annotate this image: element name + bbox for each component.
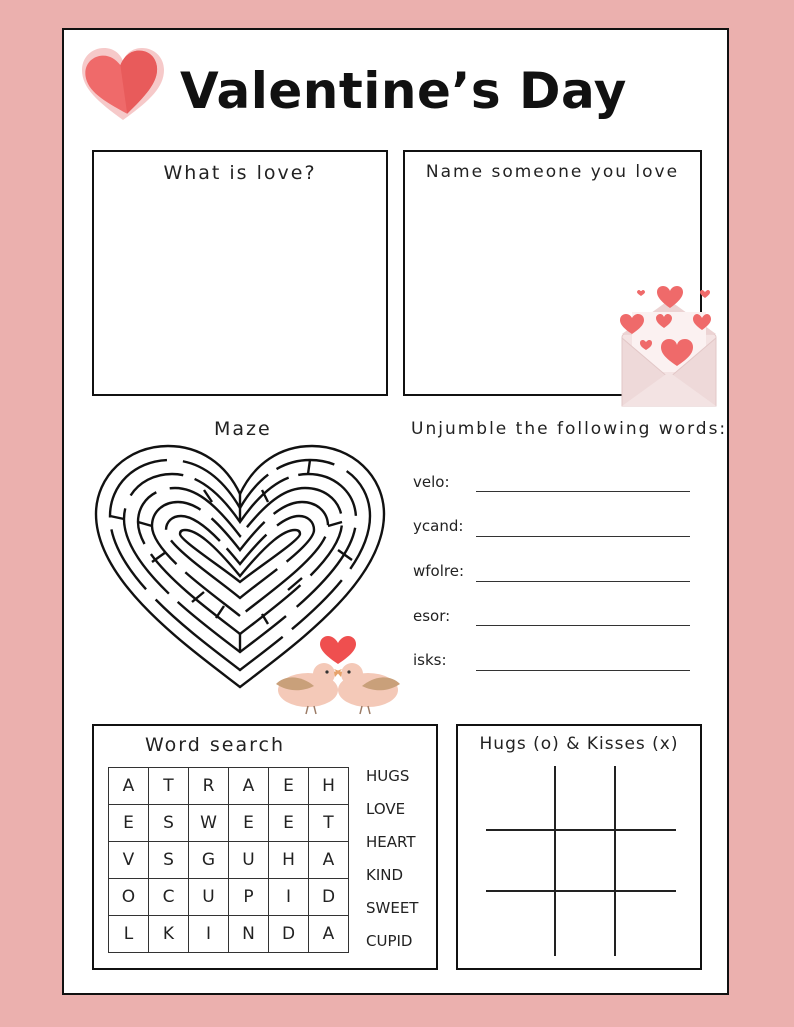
grid-line — [486, 829, 676, 831]
grid-line — [486, 890, 676, 892]
grid-cell[interactable]: D — [309, 879, 349, 916]
heart-icon — [78, 44, 168, 126]
answer-line[interactable] — [476, 491, 690, 492]
grid-cell[interactable]: H — [269, 842, 309, 879]
grid-cell[interactable]: D — [269, 916, 309, 953]
grid-cell[interactable]: E — [269, 805, 309, 842]
grid-cell[interactable]: K — [149, 916, 189, 953]
grid-cell[interactable]: W — [189, 805, 229, 842]
unjumble-word: isks: — [413, 651, 447, 669]
grid-cell[interactable]: I — [189, 916, 229, 953]
word-search-label: Word search — [145, 734, 285, 756]
grid-cell[interactable]: S — [149, 805, 189, 842]
grid-line — [614, 766, 616, 956]
word-list-item: CUPID — [366, 932, 413, 950]
word-search-box — [92, 724, 438, 970]
grid-cell[interactable]: N — [229, 916, 269, 953]
answer-line[interactable] — [476, 670, 690, 671]
name-someone-label: Name someone you love — [425, 162, 680, 182]
grid-cell[interactable]: I — [269, 879, 309, 916]
grid-cell[interactable]: L — [109, 916, 149, 953]
answer-line[interactable] — [476, 625, 690, 626]
unjumble-word: ycand: — [413, 517, 464, 535]
grid-cell[interactable]: A — [229, 768, 269, 805]
grid-line — [554, 766, 556, 956]
grid-cell[interactable]: A — [309, 916, 349, 953]
grid-row — [109, 805, 349, 842]
maze-label: Maze — [214, 418, 272, 440]
unjumble-word: velo: — [413, 473, 450, 491]
grid-cell[interactable]: C — [149, 879, 189, 916]
tic-tac-toe-box — [456, 724, 702, 970]
grid-cell[interactable]: H — [309, 768, 349, 805]
grid-row — [109, 842, 349, 879]
grid-cell[interactable]: V — [109, 842, 149, 879]
grid-row — [109, 916, 349, 953]
word-list-item: SWEET — [366, 899, 419, 917]
grid-cell[interactable]: T — [309, 805, 349, 842]
what-is-love-box[interactable] — [92, 150, 388, 396]
grid-cell[interactable]: T — [149, 768, 189, 805]
word-list-item: HUGS — [366, 767, 410, 785]
grid-cell[interactable]: U — [189, 879, 229, 916]
answer-line[interactable] — [476, 581, 690, 582]
grid-cell[interactable]: U — [229, 842, 269, 879]
tic-tac-toe-label: Hugs (o) & Kisses (x) — [479, 734, 679, 754]
grid-cell[interactable]: S — [149, 842, 189, 879]
grid-cell[interactable]: O — [109, 879, 149, 916]
word-list-item: LOVE — [366, 800, 406, 818]
grid-cell[interactable]: A — [109, 768, 149, 805]
word-list-item: HEART — [366, 833, 416, 851]
grid-row — [109, 768, 349, 805]
page-title: Valentine’s Day — [180, 62, 627, 120]
word-list-item: KIND — [366, 866, 404, 884]
grid-cell[interactable]: G — [189, 842, 229, 879]
grid-cell[interactable]: P — [229, 879, 269, 916]
unjumble-title: Unjumble the following words: — [411, 419, 728, 439]
grid-row — [109, 879, 349, 916]
grid-cell[interactable]: A — [309, 842, 349, 879]
unjumble-word: wfolre: — [413, 562, 465, 580]
unjumble-word: esor: — [413, 607, 451, 625]
love-birds-icon — [270, 634, 406, 716]
grid-cell[interactable]: E — [269, 768, 309, 805]
answer-line[interactable] — [476, 536, 690, 537]
grid-cell[interactable]: R — [189, 768, 229, 805]
love-letter-envelope-icon — [612, 282, 722, 410]
word-search-grid — [108, 767, 349, 953]
what-is-love-label: What is love? — [163, 162, 317, 184]
word-list — [366, 760, 418, 958]
grid-cell[interactable]: E — [229, 805, 269, 842]
grid-cell[interactable]: E — [109, 805, 149, 842]
